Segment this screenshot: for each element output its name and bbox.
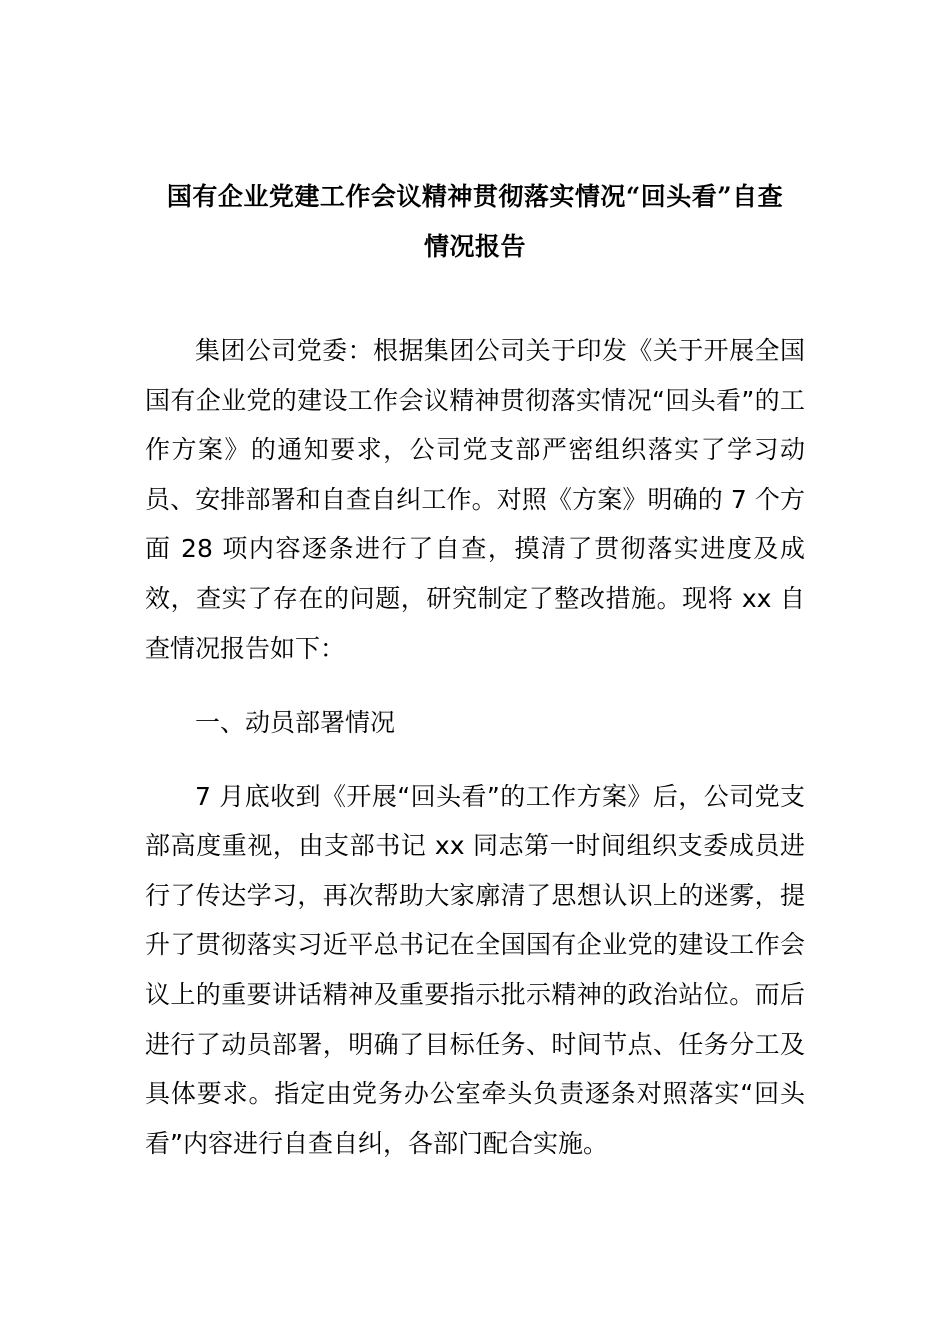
intro-paragraph: 集团公司党委：根据集团公司关于印发《关于开展全国国有企业党的建设工作会议精神贯彻落实情况“回头看”的工作方案》的通知要求，公司党支部严密组织落实了学习动员、安排部署和自查自纠工作。对照《方案》明确的 7 个方面 28 项内容逐条进行了自查，摸清了贯彻落实进度及成效，查实了存在的问题，研究制定了整改措施。现将 xx 自查情况报告如下： xyxy=(145,336,805,663)
document-body xyxy=(145,326,805,1168)
section-heading-mobilization: 一、动员部署情况 xyxy=(195,707,396,737)
document-title xyxy=(145,172,805,272)
mobilization-paragraph: 7 月底收到《开展“回头看”的工作方案》后，公司党支部高度重视，由支部书记 xx 同志第一时间组织支委成员进行了传达学习，再次帮助大家廓清了思想认识上的迷雾，提升了贯彻落实习近平总书记在全国国有企业党的建设工作会议上的重要讲话精神及重要指示批示精神的政治站位。而后进行了动员部署，明确了目标任务、时间节点、任务分工及具体要求。指定由党务办公室牵头负责逐条对照落实“回头看”内容进行自查自纠，各部门配合实施。 xyxy=(145,781,805,1158)
title-line-1: 国有企业党建工作会议精神贯彻落实情况“回头看”自查 xyxy=(166,182,784,211)
title-line-2: 情况报告 xyxy=(423,232,526,261)
